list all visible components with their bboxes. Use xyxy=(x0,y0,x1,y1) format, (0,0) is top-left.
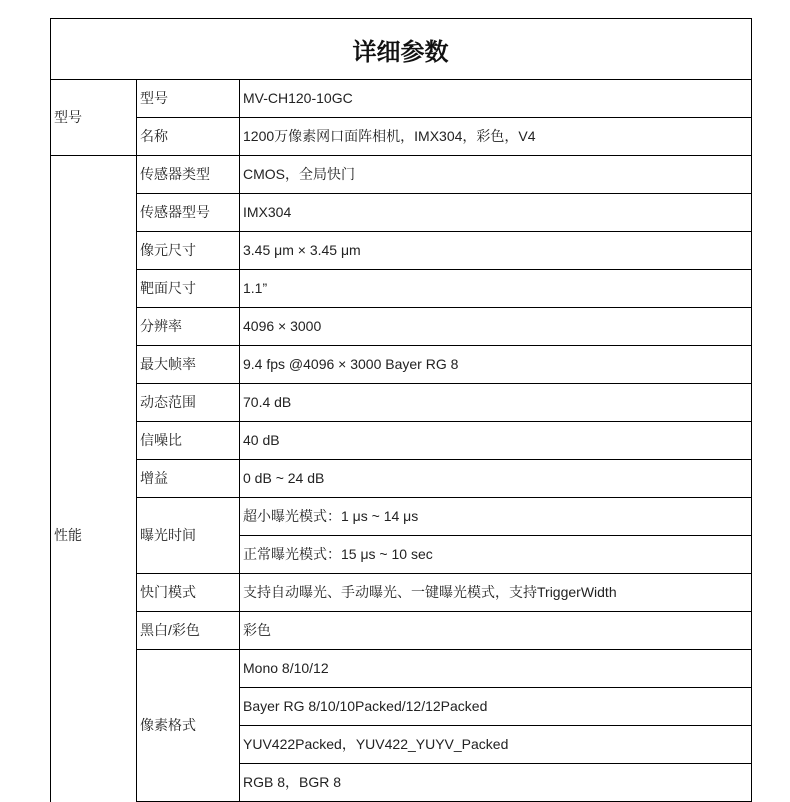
row-value-pixel-format: Mono 8/10/12 xyxy=(243,660,329,676)
row-value-exposure-normal: 正常曝光模式：15 μs ~ 10 sec xyxy=(243,546,433,562)
row-label-optical-format: 靶面尺寸 xyxy=(140,280,196,296)
column-divider-2 xyxy=(239,79,240,802)
row-line xyxy=(136,117,752,118)
row-line xyxy=(136,383,752,384)
row-line xyxy=(136,573,752,574)
row-line xyxy=(239,725,752,726)
row-line xyxy=(136,345,752,346)
row-value-shutter-mode: 支持自动曝光、手动曝光、一键曝光模式，支持TriggerWidth xyxy=(243,584,617,600)
row-line xyxy=(136,459,752,460)
row-value-optical-format: 1.1” xyxy=(243,280,268,296)
row-label-name: 名称 xyxy=(140,128,168,144)
row-value-gain: 0 dB ~ 24 dB xyxy=(243,470,325,486)
column-divider-1 xyxy=(136,79,137,802)
row-label-sensor-type: 传感器类型 xyxy=(140,166,210,182)
row-line xyxy=(136,497,752,498)
table-border-right xyxy=(751,18,752,802)
row-label-pixel-size: 像元尺寸 xyxy=(140,242,196,258)
row-label-resolution: 分辨率 xyxy=(140,318,182,334)
row-label-snr: 信噪比 xyxy=(140,432,182,448)
row-label-sensor-model: 传感器型号 xyxy=(140,204,210,220)
row-value-snr: 40 dB xyxy=(243,432,280,448)
row-label-exposure-time: 曝光时间 xyxy=(140,527,196,543)
group-label-model: 型号 xyxy=(54,109,82,125)
row-label-dynamic-range: 动态范围 xyxy=(140,394,196,410)
row-line xyxy=(136,231,752,232)
table-border-left xyxy=(50,18,51,802)
row-value-model: MV-CH120-10GC xyxy=(243,90,353,106)
row-value-max-frame-rate: 9.4 fps @4096 × 3000 Bayer RG 8 xyxy=(243,356,459,372)
row-line xyxy=(136,307,752,308)
row-line xyxy=(50,155,752,156)
row-line xyxy=(136,193,752,194)
row-line xyxy=(239,763,752,764)
row-label-max-frame-rate: 最大帧率 xyxy=(140,356,196,372)
row-value-pixel-size: 3.45 μm × 3.45 μm xyxy=(243,242,361,258)
row-value-sensor-model: IMX304 xyxy=(243,204,292,220)
row-line xyxy=(50,79,752,80)
row-value-dynamic-range: 70.4 dB xyxy=(243,394,292,410)
row-line xyxy=(136,421,752,422)
row-line xyxy=(136,269,752,270)
row-label-mono-color: 黑白/彩色 xyxy=(140,622,200,638)
row-value-resolution: 4096 × 3000 xyxy=(243,318,322,334)
group-label-performance: 性能 xyxy=(54,527,82,543)
row-value-pixel-format: YUV422Packed，YUV422_YUYV_Packed xyxy=(243,736,509,752)
row-line xyxy=(136,649,752,650)
row-value-pixel-format: RGB 8，BGR 8 xyxy=(243,774,342,790)
row-line xyxy=(239,687,752,688)
row-label-shutter-mode: 快门模式 xyxy=(140,584,196,600)
row-value-pixel-format: Bayer RG 8/10/10Packed/12/12Packed xyxy=(243,698,488,714)
row-value-mono-color: 彩色 xyxy=(243,622,271,638)
row-label-gain: 增益 xyxy=(140,470,168,486)
row-line xyxy=(136,611,752,612)
row-value-sensor-type: CMOS，全局快门 xyxy=(243,166,355,182)
row-label-model: 型号 xyxy=(140,90,168,106)
row-value-name: 1200万像素网口面阵相机，IMX304，彩色，V4 xyxy=(243,128,536,144)
row-line xyxy=(239,535,752,536)
row-value-exposure-ultra-short: 超小曝光模式：1 μs ~ 14 μs xyxy=(243,508,419,524)
table-title: 详细参数 xyxy=(352,38,449,66)
row-label-pixel-format: 像素格式 xyxy=(140,717,196,733)
